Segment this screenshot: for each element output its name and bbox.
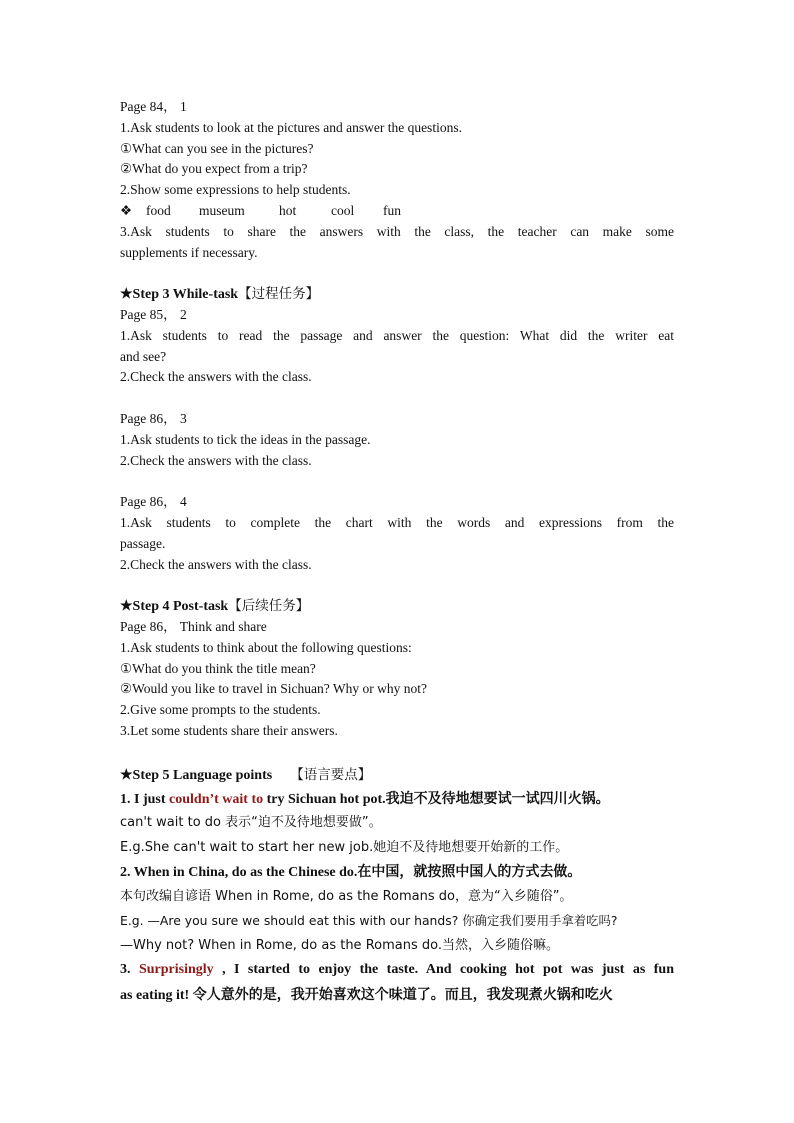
example-line: E.g. —Are you sure we should eat this with our hands? 你确定我们要用手拿着吃吗? — [120, 913, 618, 928]
instruction-line: and see? — [120, 348, 167, 364]
word-item: fun — [383, 202, 401, 218]
instruction-line: 1.Ask students to read the passage and answer the question: What did the writer eat — [120, 327, 674, 343]
instruction-line: 1.Ask students to think about the following questions: — [120, 639, 412, 655]
word-item: museum — [199, 202, 245, 218]
instruction-line: 1.Ask students to complete the chart with the words and expressions from the — [120, 514, 674, 530]
diamond-bullet-icon: ❖ — [120, 202, 133, 218]
instruction-line: 3.Let some students share their answers. — [120, 722, 338, 738]
language-point-3: 3. Surprisingly , I started to enjoy the taste. And cooking hot pot was just as fun — [120, 962, 674, 977]
instruction-line: 1.Ask students to tick the ideas in the passage. — [120, 431, 371, 447]
instruction-line: supplements if necessary. — [120, 244, 258, 260]
instruction-line: 2.Give some prompts to the students. — [120, 702, 321, 718]
example-line: —Why not? When in Rome, do as the Romans do.当然，入乡随俗嘛。 — [120, 937, 559, 953]
page-ref: Page 86， 4 — [120, 494, 187, 510]
language-point-2: 2. When in China, do as the Chinese do.在中国，就按照中国人的方式去做。 — [120, 864, 582, 880]
instruction-line: passage. — [120, 535, 166, 551]
page-ref: Page 85， 2 — [120, 306, 187, 322]
word-item: cool — [331, 202, 355, 218]
language-point-3-cont: as eating it! 令人意外的是，我开始喜欢这个味道了。而且，我发现煮火锅和吃火 — [120, 986, 613, 1003]
instruction-line: 1.Ask students to look at the pictures and answer the questions. — [120, 119, 462, 135]
explanation-line: can't wait to do 表示“迫不及待地想要做”。 — [120, 815, 382, 830]
instruction-line: 3.Ask students to share the answers with the class, the teacher can make some — [120, 223, 674, 239]
highlight-word: Surprisingly — [138, 962, 214, 977]
question-line: ②What do you expect from a trip? — [120, 161, 308, 177]
word-item: food — [146, 202, 171, 218]
language-point-1: 1. I just couldn’t wait to try Sichuan hot pot.我迫不及待地想要试一试四川火锅。 — [120, 790, 610, 807]
instruction-line: 2.Check the answers with the class. — [120, 369, 312, 385]
question-line: ①What can you see in the pictures? — [120, 140, 314, 156]
instruction-line: 2.Check the answers with the class. — [120, 556, 312, 572]
document-page — [120, 97, 674, 1007]
explanation-line: 本句改编自谚语 When in Rome, do as the Romans do，意为“入乡随俗”。 — [120, 888, 573, 904]
instruction-line: 2.Show some expressions to help students. — [120, 182, 351, 198]
highlight-phrase: couldn’t wait to — [169, 791, 264, 807]
example-line: E.g.She can't wait to start her new job.她迫不及待地想要开始新的工作。 — [120, 839, 569, 855]
question-line: ①What do you think the title mean? — [120, 660, 316, 676]
instruction-line: 2.Check the answers with the class. — [120, 452, 312, 468]
step-5-heading: ★Step 5 Language points 【语言要点】 — [120, 766, 372, 783]
page-ref: Page 86， Think and share — [120, 618, 267, 634]
word-item: hot — [279, 202, 297, 218]
question-line: ②Would you like to travel in Sichuan? Why or why not? — [120, 681, 427, 697]
step-4-heading: ★Step 4 Post-task【后续任务】 — [120, 598, 310, 615]
page-ref: Page 86， 3 — [120, 410, 187, 426]
page-ref: Page 84， 1 — [120, 99, 187, 114]
step-3-heading: ★Step 3 While-task【过程任务】 — [120, 286, 320, 303]
word-list — [120, 201, 674, 222]
